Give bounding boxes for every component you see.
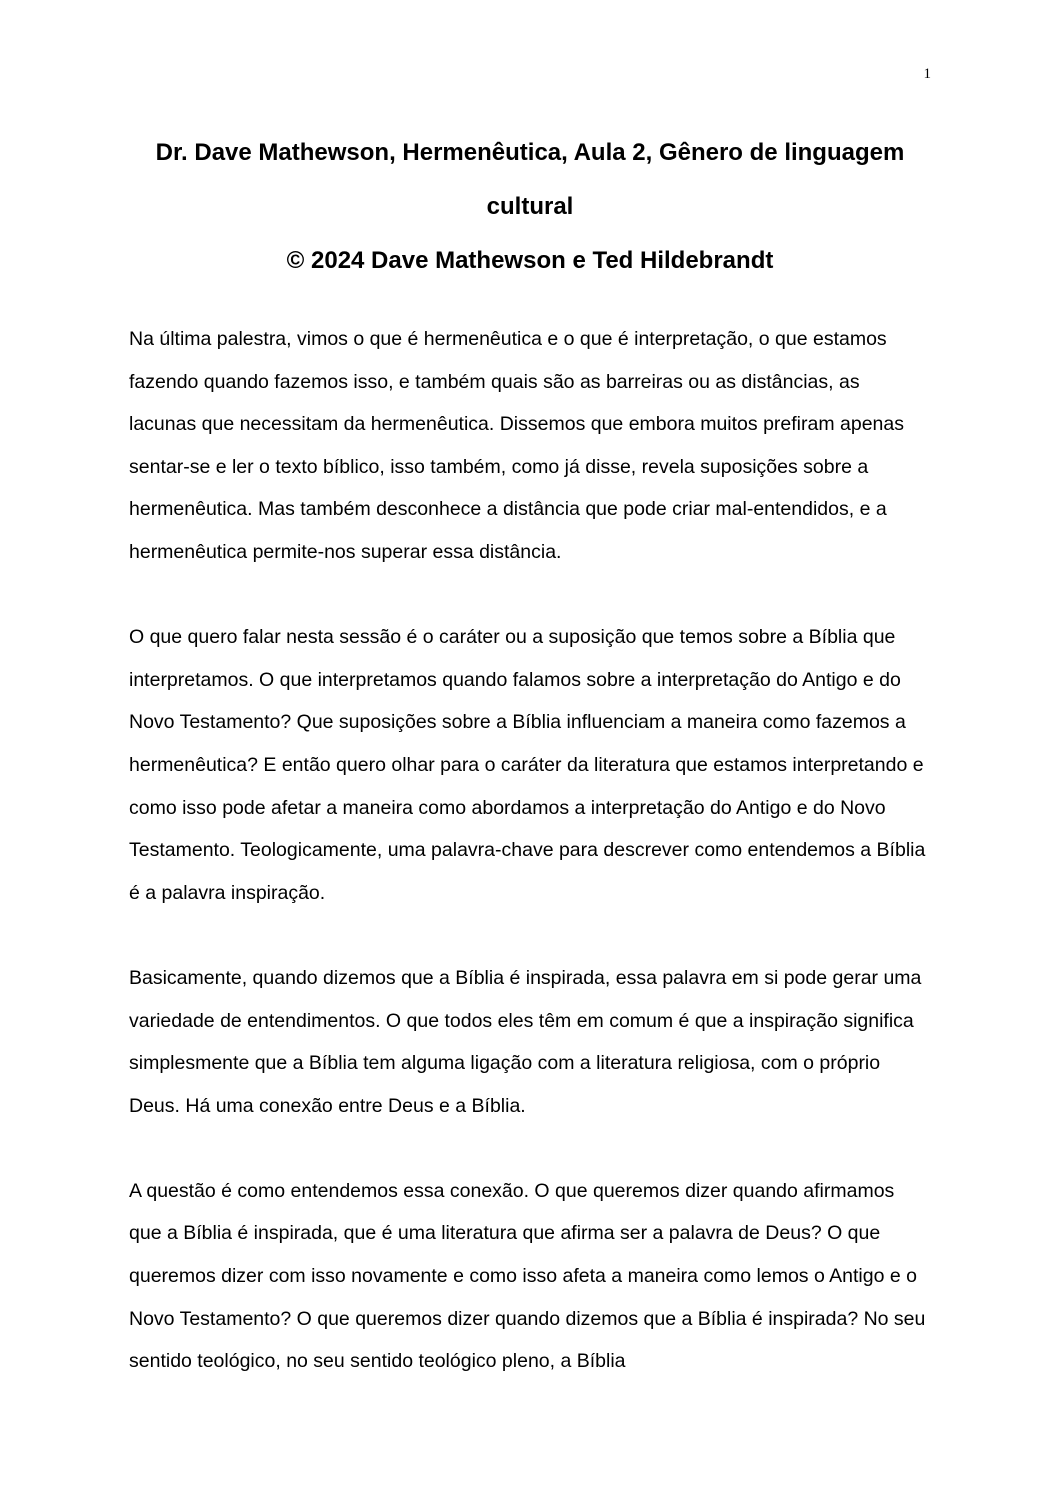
copyright-line: © 2024 Dave Mathewson e Ted Hildebrandt <box>286 247 774 274</box>
title-line-2: cultural <box>486 193 574 220</box>
document-header <box>110 126 950 288</box>
document-body <box>129 318 929 1425</box>
paragraph: A questão é como entendemos essa conexão. O que queremos dizer quando afirmamos que a Bíblia é inspirada, que é uma literatura que afirma ser a palavra de Deus? O que queremos dizer com isso novamente e como isso afeta a maneira como lemos o Antigo e o Novo Testamento? O que queremos dizer quando dizemos que a Bíblia é inspirada? No seu sentido teológico, no seu sentido teológico pleno, a Bíblia <box>129 1179 926 1373</box>
paragraph: Na última palestra, vimos o que é hermenêutica e o que é interpretação, o que estamos fazendo quando fazemos isso, e também quais são as barreiras ou as distâncias, as lacunas que necessitam da hermenêutica. Dissemos que embora muitos prefiram apenas sentar-se e ler o texto bíblico, isso também, como já disse, revela suposições sobre a hermenêutica. Mas também desconhece a distância que pode criar mal-entendidos, e a hermenêutica permite-nos superar essa distância. <box>129 328 904 563</box>
paragraph: Basicamente, quando dizemos que a Bíblia é inspirada, essa palavra em si pode gerar uma variedade de entendimentos. O que todos eles têm em comum é que a inspiração significa simplesmente que a Bíblia tem alguma ligação com a literatura religiosa, com o próprio Deus. Há uma conexão entre Deus e a Bíblia. <box>129 966 922 1117</box>
page-number: 1 <box>923 66 931 82</box>
paragraph: O que quero falar nesta sessão é o caráter ou a suposição que temos sobre a Bíblia que interpretamos. O que interpretamos quando falamos sobre a interpretação do Antigo e do Novo Testamento? Que suposições sobre a Bíblia influenciam a maneira como fazemos a hermenêutica? E então quero olhar para o caráter da literatura que estamos interpretando e como isso pode afetar a maneira como abordamos a interpretação do Antigo e do Novo Testamento. Teologicamente, uma palavra-chave para descrever como entendemos a Bíblia é a palavra inspiração. <box>129 626 926 904</box>
title-line-1: Dr. Dave Mathewson, Hermenêutica, Aula 2, Gênero de linguagem <box>155 139 905 166</box>
